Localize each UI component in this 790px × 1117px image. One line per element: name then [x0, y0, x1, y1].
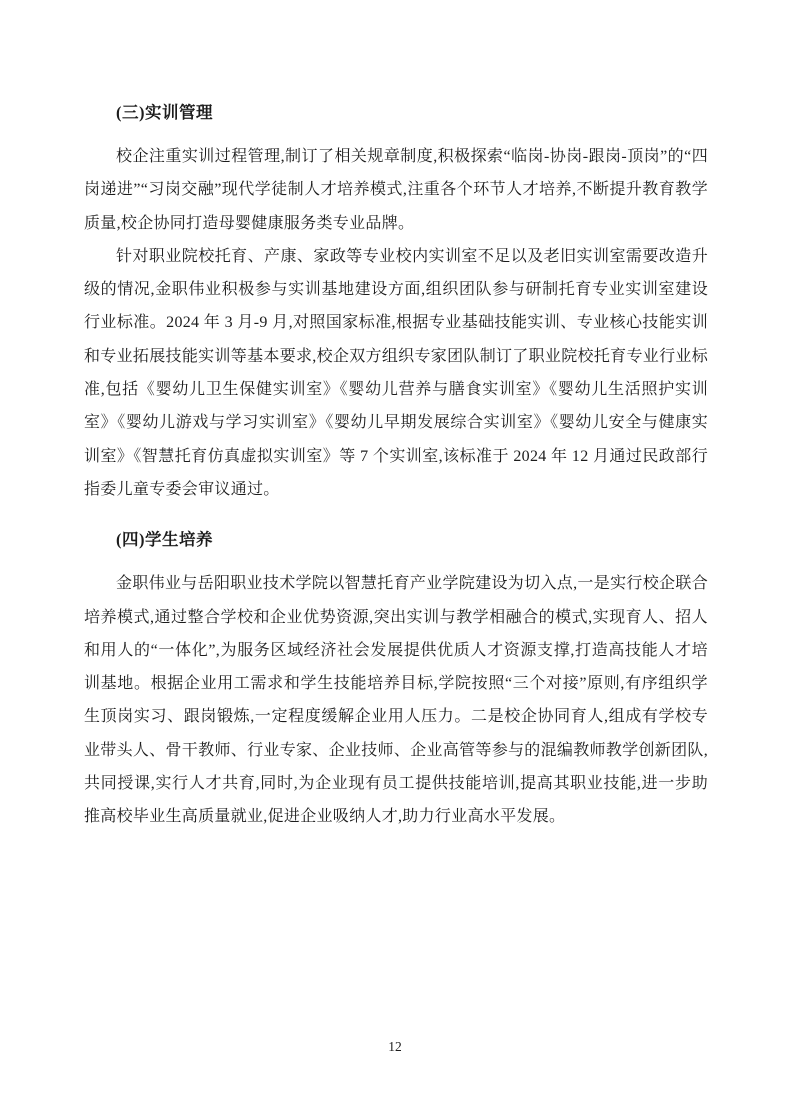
page-number: 12: [388, 1039, 402, 1054]
document-content: [84, 96, 708, 834]
section-heading: (四)学生培养: [116, 530, 213, 550]
paragraph: 针对职业院校托育、产康、家政等专业校内实训室不足以及老旧实训室需要改造升级的情况,金职伟业积极参与实训基地建设方面,组织团队参与研制托育专业实训室建设行业标准。2024 年 3 月-9 月,对照国家标准,根据专业基础技能实训、专业核心技能实训和专业拓展技能实训等基本要求,校企双方组织专家团队制订了职业院校托育专业行业标准,包括《婴幼儿卫生保健实训室》《婴幼儿营养与膳食实训室》《婴幼儿生活照护实训室》《婴幼儿游戏与学习实训室》《婴幼儿早期发展综合实训室》《婴幼儿安全与健康实训室》《智慧托育仿真虚拟实训室》等 7 个实训室,该标准于 2024 年 12 月通过民政部行指委儿童专委会审议通过。: [84, 247, 708, 498]
section-training-management: [84, 96, 708, 506]
paragraph: 金职伟业与岳阳职业技术学院以智慧托育产业学院建设为切入点,一是实行校企联合培养模式,通过整合学校和企业优势资源,突出实训与教学相融合的模式,实现育人、招人和用人的“一体化”,为服务区域经济社会发展提供优质人才资源支撑,打造高技能人才培训基地。根据企业用工需求和学生技能培养目标,学院按照“三个对接”原则,有序组织学生顶岗实习、跟岗锻炼,一定程度缓解企业用人压力。二是校企协同育人,组成有学校专业带头人、骨干教师、行业专家、企业技师、企业高管等参与的混编教师教学创新团队,共同授课,实行人才共育,同时,为企业现有员工提供技能培训,提高其职业技能,进一步助推高校毕业生高质量就业,促进企业吸纳人才,助力行业高水平发展。: [84, 575, 708, 826]
paragraph: 校企注重实训过程管理,制订了相关规章制度,积极探索“临岗-协岗-跟岗-顶岗”的“四岗递进”“习岗交融”现代学徒制人才培养模式,注重各个环节人才培养,不断提升教育教学质量,校企协同打造母婴健康服务类专业品牌。: [84, 148, 708, 232]
section-student-cultivation: [84, 523, 708, 833]
section-heading: (三)实训管理: [116, 103, 213, 122]
